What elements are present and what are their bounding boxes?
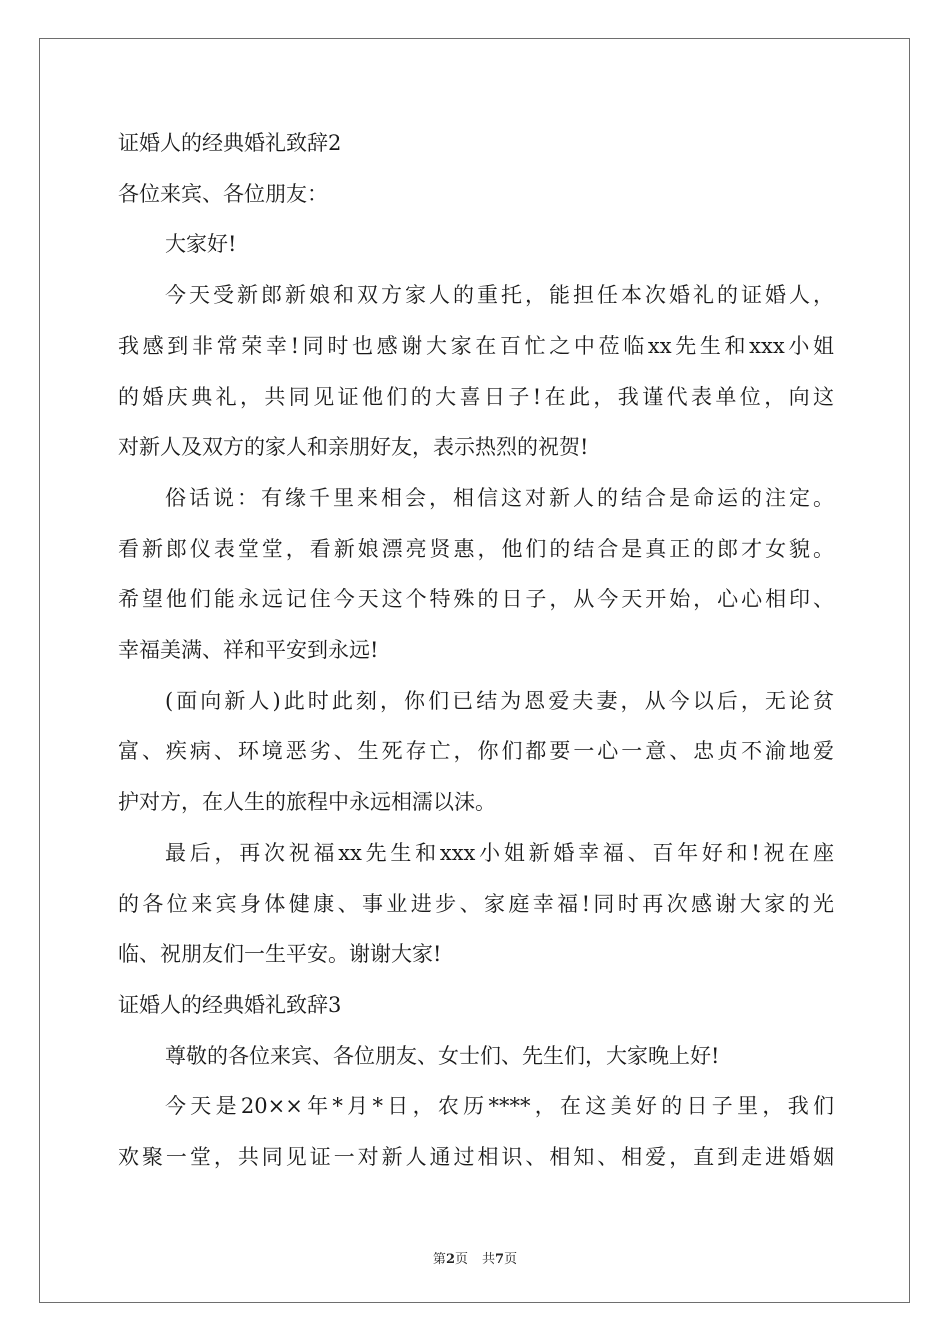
text-line: 的婚庆典礼，共同见证他们的大喜日子!在此，我谨代表单位，向这 bbox=[118, 384, 834, 409]
text-line: 对新人及双方的家人和亲朋好友，表示热烈的祝贺! bbox=[118, 435, 589, 460]
page-suffix: 页 bbox=[454, 1252, 468, 1267]
text-line: 看新郎仪表堂堂，看新娘漂亮贤惠，他们的结合是真正的郎才女貌。 bbox=[118, 536, 834, 561]
page-footer bbox=[0, 1248, 950, 1267]
text-line: 幸福美满、祥和平安到永远! bbox=[118, 638, 379, 662]
total-suffix: 页 bbox=[504, 1252, 518, 1267]
page-prefix: 第 bbox=[432, 1252, 446, 1267]
text-line: 的各位来宾身体健康、事业进步、家庭幸福!同时再次感谢大家的光 bbox=[118, 891, 834, 916]
text-line: 今天受新郎新娘和双方家人的重托，能担任本次婚礼的证婚人， bbox=[165, 283, 834, 308]
text-line: 希望他们能永远记住今天这个特殊的日子，从今天开始，心心相印、 bbox=[118, 587, 834, 612]
total-pages: 7 bbox=[495, 1252, 505, 1267]
text-line: 证婚人的经典婚礼致辞2 bbox=[118, 131, 342, 155]
text-line: 最后，再次祝福xx先生和xxx小姐新婚幸福、百年好和!祝在座 bbox=[165, 840, 834, 865]
text-line: (面向新人)此时此刻，你们已结为恩爱夫妻，从今以后，无论贫 bbox=[165, 688, 834, 713]
text-line: 大家好! bbox=[165, 232, 237, 257]
page-number: 2 bbox=[445, 1252, 455, 1267]
text-line: 各位来宾、各位朋友： bbox=[118, 181, 328, 206]
text-line: 今天是20××年*月*日，农历****，在这美好的日子里，我们 bbox=[165, 1094, 834, 1119]
text-line: 欢聚一堂，共同见证一对新人通过相识、相知、相爱，直到走进婚姻 bbox=[118, 1145, 834, 1169]
text-line: 临、祝朋友们一生平安。谢谢大家! bbox=[118, 942, 442, 967]
text-line: 尊敬的各位来宾、各位朋友、女士们、先生们，大家晚上好! bbox=[165, 1043, 720, 1068]
text-line: 我感到非常荣幸!同时也感谢大家在百忙之中莅临xx先生和xxx小姐 bbox=[118, 333, 834, 358]
total-prefix: 共 bbox=[482, 1252, 496, 1267]
text-line: 护对方，在人生的旅程中永远相濡以沫。 bbox=[118, 790, 496, 815]
text-line: 证婚人的经典婚礼致辞3 bbox=[118, 992, 342, 1017]
text-line: 俗话说：有缘千里来相会，相信这对新人的结合是命运的注定。 bbox=[165, 485, 834, 510]
text-line: 富、疾病、环境恶劣、生死存亡，你们都要一心一意、忠贞不渝地爱 bbox=[118, 739, 834, 764]
